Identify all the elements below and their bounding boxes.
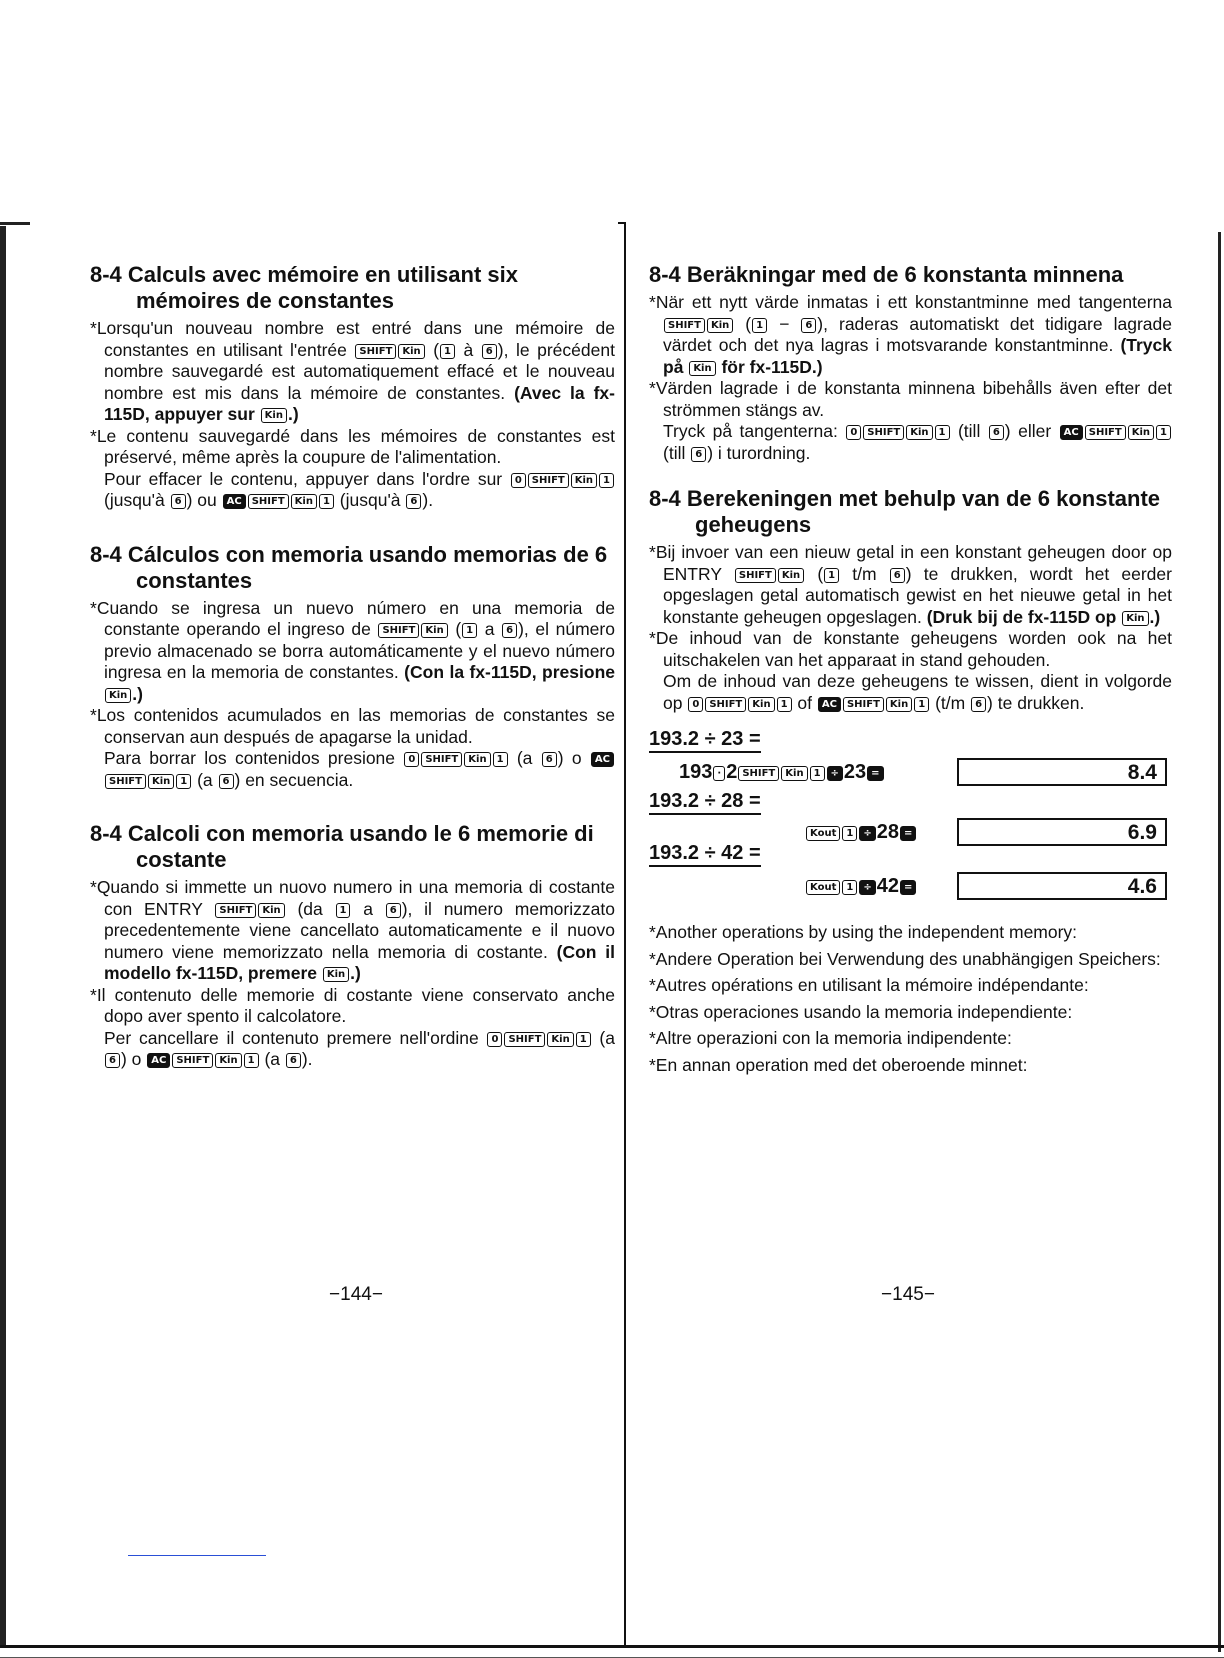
- key-6: 6: [691, 447, 706, 462]
- list-item: *Autres opérations en utilisant la mémoire indépendante:: [649, 975, 1089, 995]
- key-6: 6: [406, 494, 421, 509]
- section-swedish: [649, 262, 1172, 464]
- key-1: 1: [777, 697, 792, 712]
- key-6: 6: [105, 1053, 120, 1068]
- kin-key: Kin: [547, 1032, 573, 1047]
- key-sequence: 193 · 2 SHIFT Kin 1 ÷ 23 =: [679, 760, 885, 784]
- paragraph: *Quando si immette un nuovo numero in una memoria di costante con ENTRY SHIFT Kin (da 1 a 6 ), il numero memorizzato precedentemente viene cancellato automaticamente e il nuovo numero viene memorizzato nella memoria di costante. (Con il modello fx-115D, premere Kin .): [90, 877, 615, 983]
- key-0: 0: [511, 473, 526, 488]
- page-number-left: −144−: [329, 1284, 383, 1305]
- kout-key: Kout: [806, 826, 840, 841]
- key-6: 6: [801, 318, 816, 333]
- key-1: 1: [935, 425, 950, 440]
- shift-key: SHIFT: [215, 903, 256, 918]
- decimal-key: ·: [713, 766, 725, 781]
- shift-key: SHIFT: [843, 697, 884, 712]
- shift-key: SHIFT: [105, 774, 146, 789]
- example-problem: 193.2 ÷ 28 =: [649, 790, 761, 815]
- scan-blue-line: [128, 1555, 266, 1556]
- kin-key: Kin: [291, 494, 317, 509]
- left-page: [90, 262, 615, 1101]
- key-6: 6: [386, 903, 401, 918]
- list-item: *En annan operation med det oberoende minnet:: [649, 1054, 1028, 1075]
- kin-key: Kin: [258, 903, 284, 918]
- paragraph: *Il contenuto delle memorie di costante viene conservato anche dopo aver spento il calcolatore.: [90, 984, 615, 1026]
- key-6: 6: [890, 568, 905, 583]
- key-1: 1: [752, 318, 767, 333]
- section-title: 8-4 Calculs avec mémoire en utilisant six mémoires de constantes: [90, 262, 518, 313]
- page-left-edge: [0, 226, 6, 1646]
- list-item: *Altre operazioni con la memoria indipendente:: [649, 1028, 1012, 1048]
- key-6: 6: [482, 344, 497, 359]
- paragraph: Om de inhoud van deze geheugens te wissen, dient in volgorde op 0 SHIFT Kin 1 of AC SHIFT Kin 1 (t/m 6 ) te drukken.: [663, 671, 1172, 713]
- shift-key: SHIFT: [863, 425, 904, 440]
- kin-key: Kin: [148, 774, 174, 789]
- display-result: 4.6: [957, 872, 1167, 900]
- equals-key: =: [900, 826, 916, 841]
- section-title: 8-4 Beräkningar med de 6 konstanta minnena: [649, 262, 1124, 287]
- key-1: 1: [176, 774, 191, 789]
- section-title: 8-4 Berekeningen met behulp van de 6 konstante geheugens: [649, 486, 1161, 537]
- kin-key: Kin: [781, 766, 807, 781]
- bottom-rule: [0, 1645, 1224, 1648]
- shift-key: SHIFT: [705, 697, 746, 712]
- example-problem: 193.2 ÷ 23 =: [649, 728, 761, 753]
- key-6: 6: [219, 774, 234, 789]
- key-0: 0: [487, 1032, 502, 1047]
- paragraph: *Le contenu sauvegardé dans les mémoires de constantes est préservé, même après la coupure de l'alimentation.: [90, 425, 615, 467]
- kin-key: Kin: [571, 473, 597, 488]
- key-6: 6: [171, 494, 186, 509]
- key-0: 0: [688, 697, 703, 712]
- paragraph: *Cuando se ingresa un nuevo número en una memoria de constante operando el ingreso de SHIFT Kin ( 1 a 6 ), el número previo almacenado se borra automáticamente y el nuevo número ingresa en la memoria de constantes. (Con la fx-115D, presione Kin .): [90, 597, 615, 704]
- shift-key: SHIFT: [738, 766, 779, 781]
- key-6: 6: [971, 697, 986, 712]
- shift-key: SHIFT: [378, 623, 419, 638]
- section-title: 8-4 Calcoli con memoria usando le 6 memorie di costante: [90, 821, 594, 872]
- paragraph: *De inhoud van de konstante geheugens worden ook na het uitschakelen van het apparaat in stand gehouden.: [649, 628, 1172, 670]
- kout-key: Kout: [806, 880, 840, 895]
- shift-key: SHIFT: [528, 473, 569, 488]
- shift-key: SHIFT: [248, 494, 289, 509]
- shift-key: SHIFT: [735, 568, 776, 583]
- paragraph: Tryck på tangenterna: 0 SHIFT Kin 1 (till 6 ) eller AC SHIFT Kin 1 (till 6 ) i turordning.: [649, 421, 1172, 464]
- equals-key: =: [900, 880, 916, 895]
- paragraph: Para borrar los contenidos presione 0 SHIFT Kin 1 (a 6 ) o ACSHIFT Kin 1 (a 6 ) en secuencia.: [90, 748, 615, 791]
- list-item: *Another operations by using the independent memory:: [649, 922, 1078, 942]
- equals-key: =: [867, 766, 883, 781]
- kin-key: Kin: [906, 425, 932, 440]
- section-spanish: [90, 542, 615, 792]
- shift-key: SHIFT: [1085, 425, 1126, 440]
- display-result: 6.9: [957, 818, 1167, 846]
- paragraph: *När ett nytt värde inmatas i ett konstantminne med tangenterna SHIFT Kin ( 1 − 6 ), raderas automatiskt det tidigare lagrade värdet och det nya lagras i motsvarande konstantminne. (Tryck på Kin för fx-115D.): [649, 292, 1172, 377]
- kin-key: Kin: [323, 967, 349, 982]
- list-item: *Andere Operation bei Verwendung des unabhängigen Speichers:: [649, 948, 1161, 969]
- kin-key: Kin: [707, 318, 733, 333]
- kin-key: Kin: [778, 568, 804, 583]
- key-6: 6: [542, 752, 557, 767]
- key-1: 1: [493, 752, 508, 767]
- paragraph: Per cancellare il contenuto premere nell'ordine 0 SHIFT Kin 1 (a 6 ) o AC SHIFT Kin 1 (a 6 ).: [104, 1027, 615, 1069]
- key-6: 6: [502, 623, 517, 638]
- key-1: 1: [824, 568, 839, 583]
- section-italian: [90, 821, 615, 1071]
- page-gutter: [624, 222, 626, 1646]
- kin-key: Kin: [398, 344, 424, 359]
- key-1: 1: [576, 1032, 591, 1047]
- calculation-example: [649, 842, 1172, 912]
- key-sequence: Kout 1 ÷ 42 =: [805, 874, 917, 898]
- kin-key: Kin: [1128, 425, 1154, 440]
- key-0: 0: [846, 425, 861, 440]
- divide-key: ÷: [859, 880, 875, 895]
- key-1: 1: [462, 623, 477, 638]
- kin-key: Kin: [261, 408, 287, 423]
- page-number-right: −145−: [881, 1284, 935, 1305]
- divide-key: ÷: [859, 826, 875, 841]
- section-dutch: [649, 486, 1172, 714]
- kin-key: Kin: [689, 361, 715, 376]
- key-1: 1: [336, 903, 351, 918]
- kin-key: Kin: [748, 697, 774, 712]
- shift-key: SHIFT: [355, 344, 396, 359]
- page-right-edge: [1218, 232, 1221, 1652]
- key-1: 1: [599, 473, 614, 488]
- shift-key: SHIFT: [504, 1032, 545, 1047]
- kin-key: Kin: [215, 1053, 241, 1068]
- ac-key: AC: [147, 1053, 170, 1068]
- key-1: 1: [1156, 425, 1171, 440]
- key-6: 6: [286, 1053, 301, 1068]
- key-1: 1: [842, 880, 857, 895]
- paragraph: *Värden lagrade i de konstanta minnena bibehålls även efter det strömmen stängs av.: [649, 378, 1172, 420]
- section-french: [90, 262, 615, 512]
- list-item: *Otras operaciones usando la memoria independiente:: [649, 1001, 1073, 1022]
- other-operations-list: [649, 922, 1172, 1076]
- shift-key: SHIFT: [421, 752, 462, 767]
- kin-key: Kin: [105, 688, 131, 703]
- key-1: 1: [244, 1053, 259, 1068]
- key-6: 6: [989, 425, 1004, 440]
- kin-key: Kin: [1122, 611, 1148, 626]
- key-sequence: Kout 1 ÷ 28 =: [805, 820, 917, 844]
- ac-key: AC: [818, 697, 841, 712]
- kin-key: Kin: [886, 697, 912, 712]
- kin-key: Kin: [421, 623, 447, 638]
- ac-key: AC: [591, 752, 614, 767]
- example-problem: 193.2 ÷ 42 =: [649, 842, 761, 867]
- ac-key: AC: [223, 494, 246, 509]
- key-1: 1: [914, 697, 929, 712]
- ac-key: AC: [1060, 425, 1083, 440]
- key-1: 1: [319, 494, 334, 509]
- paragraph: *Lorsqu'un nouveau nombre est entré dans une mémoire de constantes en utilisant l'entrée SHIFT Kin ( 1 à 6 ), le précédent nombre sauvegardé est automatiquement effacé et le nouveau nombre est mis dans la mémoire de constantes. (Avec la fx-115D, appuyer sur Kin .): [90, 318, 615, 424]
- display-result: 8.4: [957, 758, 1167, 786]
- key-1: 1: [440, 344, 455, 359]
- shift-key: SHIFT: [664, 318, 705, 333]
- page-edge-mark: [0, 222, 30, 225]
- paragraph: *Bij invoer van een nieuw getal in een konstant geheugen door op ENTRY SHIFT Kin ( 1 t/m 6 ) te drukken, wordt het eerder opgeslagen getal automatisch gewist en het nieuwe getal in het konstante geheugen opgeslagen. (Druk bij de fx-115D op Kin .): [649, 542, 1172, 627]
- right-page: [649, 262, 1172, 1081]
- divide-key: ÷: [827, 766, 843, 781]
- section-title: 8-4 Cálculos con memoria usando memorias de 6 constantes: [90, 541, 608, 593]
- key-1: 1: [842, 826, 857, 841]
- paragraph: Pour effacer le contenu, appuyer dans l'ordre sur 0 SHIFT Kin 1 (jusqu'à 6 ) ou AC SHIFT Kin 1 (jusqu'à 6 ).: [90, 469, 615, 512]
- key-0: 0: [404, 752, 419, 767]
- shift-key: SHIFT: [172, 1053, 213, 1068]
- paragraph: *Los contenidos acumulados en las memorias de constantes se conservan aun después de apagarse la unidad.: [90, 705, 615, 747]
- kin-key: Kin: [464, 752, 490, 767]
- key-1: 1: [810, 766, 825, 781]
